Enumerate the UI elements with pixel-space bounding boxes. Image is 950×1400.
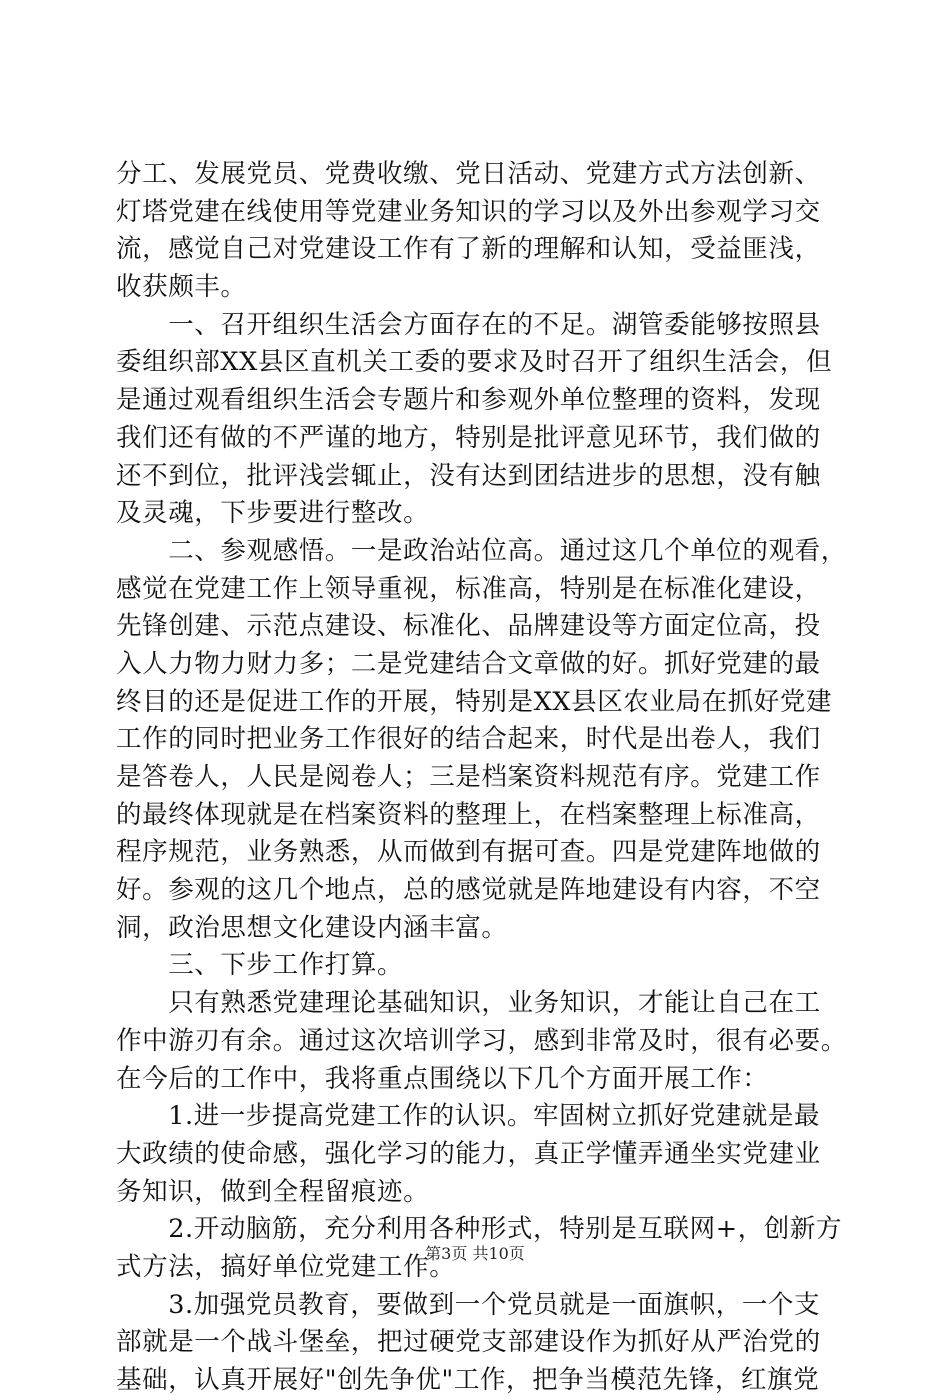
text-line: 洞，政治思想文化建设内涵丰富。 <box>116 912 508 943</box>
text-line: 3.加强党员教育，要做到一个党员就是一面旗帜，一个支 <box>116 1289 821 1320</box>
text-line: 的最终体现就是在档案资料的整理上，在档案整理上标准高， <box>116 799 821 830</box>
text-line: 还不到位，批评浅尝辄止，没有达到团结进步的思想，没有触 <box>116 460 821 491</box>
text-line: 二、参观感悟。一是政治站位高。通过这几个单位的观看， <box>116 535 847 566</box>
text-line: 及灵魂，下步要进行整改。 <box>116 498 430 529</box>
text-line: 灯塔党建在线使用等党建业务知识的学习以及外出参观学习交 <box>116 196 821 227</box>
text-line: 作中游刃有余。通过这次培训学习，感到非常及时，很有必要。 <box>116 1025 847 1056</box>
text-line: 好。参观的这几个地点，总的感觉就是阵地建设有内容，不空 <box>116 875 821 906</box>
page-number-footer: 第3页 共10页 <box>425 1244 525 1263</box>
text-line: 式方法，搞好单位党建工作。 <box>116 1251 456 1282</box>
document-body <box>116 156 847 1400</box>
text-line: 1.进一步提高党建工作的认识。牢固树立抓好党建就是最 <box>116 1101 821 1132</box>
text-line: 只有熟悉党建理论基础知识，业务知识，才能让自己在工 <box>116 988 821 1019</box>
text-line: 先锋创建、示范点建设、标准化、品牌建设等方面定位高，投 <box>116 611 821 642</box>
text-line: 务知识，做到全程留痕迹。 <box>116 1176 430 1207</box>
text-line: 三、下步工作打算。 <box>116 950 404 981</box>
text-line: 入人力物力财力多；二是党建结合文章做的好。抓好党建的最 <box>116 648 821 679</box>
text-line: 程序规范，业务熟悉，从而做到有据可查。四是党建阵地做的 <box>116 837 821 868</box>
text-line: 收获颇丰。 <box>116 272 247 303</box>
text-line: 2.开动脑筋，充分利用各种形式，特别是互联网+，创新方 <box>116 1214 843 1245</box>
text-line: 感觉在党建工作上领导重视，标准高，特别是在标准化建设， <box>116 573 821 604</box>
text-line: 是通过观看组织生活会专题片和参观外单位整理的资料，发现 <box>116 385 821 416</box>
text-line: 委组织部XX县区直机关工委的要求及时召开了组织生活会，但 <box>116 347 833 378</box>
text-line: 基础，认真开展好"创先争优"工作，把争当模范先锋，红旗党 <box>116 1365 820 1395</box>
text-line: 是答卷人，人民是阅卷人；三是档案资料规范有序。党建工作 <box>116 762 821 792</box>
text-line: 大政绩的使命感，强化学习的能力，真正学懂弄通坐实党建业 <box>116 1138 821 1169</box>
text-line: 我们还有做的不严谨的地方，特别是批评意见环节，我们做的 <box>116 422 821 453</box>
text-line: 分工、发展党员、党费收缴、党日活动、党建方式方法创新、 <box>116 159 821 189</box>
text-line: 在今后的工作中，我将重点围绕以下几个方面开展工作： <box>116 1063 769 1094</box>
text-line: 工作的同时把业务工作很好的结合起来，时代是出卷人，我们 <box>116 724 821 755</box>
text-line: 部就是一个战斗堡垒，把过硬党支部建设作为抓好从严治党的 <box>116 1327 821 1358</box>
text-line: 终目的还是促进工作的开展，特别是XX县区农业局在抓好党建 <box>116 686 833 717</box>
text-line: 一、召开组织生活会方面存在的不足。湖管委能够按照县 <box>116 309 821 340</box>
text-line: 流，感觉自己对党建设工作有了新的理解和认知，受益匪浅， <box>116 234 821 265</box>
